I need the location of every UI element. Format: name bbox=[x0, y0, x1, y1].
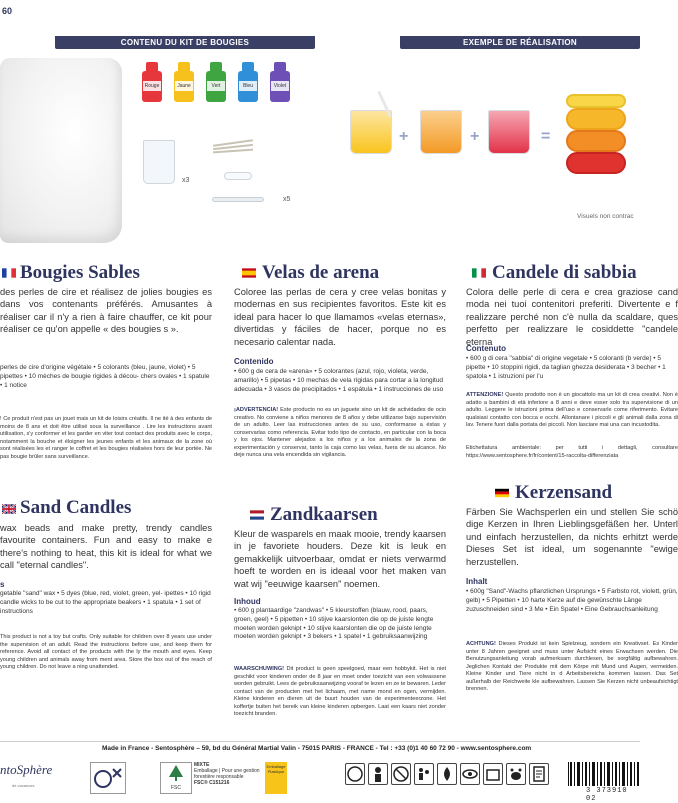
en-title: Sand Candles bbox=[20, 497, 132, 518]
yellow-sand-glass bbox=[350, 110, 392, 154]
it-recycling: Etichettatura ambientale: per tutti i dettagli, consultare https://www.sentosphere.fr/fr/content/15-raccolta-differenziata bbox=[466, 445, 678, 459]
header-strip bbox=[0, 0, 640, 32]
fsc-code: FSC® C151216 bbox=[194, 780, 230, 786]
bottle-label: Rouge bbox=[144, 83, 160, 89]
fr-warning: ! Ce produit n'est pas un jouet mais un kit de loisirs créatifs. Il ne ité à des enfants de moins de 8 ans et doit être utilisé sous la surveillance . Lire les instructions avant utilisation, s'y conformer et les garder en viter tout contact des produits avec le corps, notamment la bouche et éloigner les jeunes enfants et les animaux de la zone où sont réalisées les et ranger le coffret et les bougies réalisées hors de leur portée. Ne pas bougie brûler sans surveillance. bbox=[0, 416, 212, 460]
uk-flag-icon bbox=[2, 504, 16, 514]
beaker-count: x3 bbox=[182, 177, 190, 184]
es-title: Velas de arena bbox=[262, 262, 380, 283]
dye-bottle-red bbox=[142, 62, 162, 102]
es-warning-text: Este producto no es un juguete sino un kit de actividades de ocio creativo. No conviene a niños menores de 8 años y debe utilizarse bajo supervisión de un adulto. Leer las instrucciones antes de su uso, conformarse a éstas y conservarlas como referencia. Evitar todo tipo de contacto, en particular con la boca y los ojos. Mantener alejados a los niños y a los animales de la zona de experimentación y conservar, tanto la caja como las velas, fuera de su alcance. No deje nunca una vela encendida sin vigilancia. bbox=[234, 407, 446, 458]
barcode-number: 3 373910 02 bbox=[586, 787, 628, 803]
it-warning-label: ATTENZIONE! bbox=[466, 392, 504, 398]
de-contents: • 600g "Sand"-Wachs pflanzlichen Ursprungs • 5 Farbsto rot, violett, grün, gelb) • 5 Pipetten • 10 harte Kerze auf die gewünschte Länge zuzuschneiden sind • 3 Me • Ein Spatel • Eine Gebrauchsanleitung bbox=[466, 588, 678, 613]
keep-away-children-icon bbox=[414, 763, 434, 785]
es-warning bbox=[234, 407, 446, 460]
finished-candle bbox=[566, 94, 626, 174]
pipette bbox=[212, 197, 264, 202]
fr-contents: perles de cire d'origine végétale • 5 colorants (bleu, jaune, violet) • 5 pipettes • 10 mèches de bougie rigides à décou- chers ovales • 1 spatule • 1 notice bbox=[0, 364, 210, 389]
candle-wicks bbox=[213, 140, 253, 156]
en-contents-label: s bbox=[0, 580, 5, 589]
es-intro: Coloree las perlas de cera y cree velas bonitas y modernas en sus recipientes favoritos. Este kit es ideal para hacer lo que llamamos «velas eternas», divertidas y fáciles de hacer, porque no es necesario calentar nada. bbox=[234, 287, 446, 347]
pipette-count: x5 bbox=[283, 196, 291, 203]
nl-title: Zandkaarsen bbox=[270, 504, 378, 525]
fsc-logo-icon bbox=[160, 762, 192, 794]
dye-bottle-yellow bbox=[174, 62, 194, 102]
made-in-france-line: Made in France - Sentosphère – 59, bd du Général Martial Valin - 75015 PARIS - FRANCE - Tel : +33 (0)1 40 60 72 90 - www.sentosphere.com bbox=[102, 745, 532, 752]
logo-tagline: de vacances bbox=[12, 783, 35, 788]
recycle-label-icon bbox=[265, 762, 287, 794]
es-contents-label: Contenido bbox=[234, 357, 274, 366]
de-warning-text: Dieses Produkt ist kein Spielzeug, sondern ein Kreativset. Es Kinder unter 8 Jahren geeignet und muss unter Aufsicht eines Erwachsen werden. Die Benutzungsanleitung vorab aufmerksam durchlesen, be sorgfältig aufbewahren. Jeglichen Kontakt der Produkte mit dem Körpe mit Mund und Augen, vermeiden. Kleine Kinder und Tiere nicht in d Arbeitsbereichs kommen lassen. Das Set außerhalb der Reichweite kle aufbewahren. Lassen Sie Kerzen nicht unbeaufsichtigt brennen. bbox=[466, 641, 678, 692]
equals-icon: = bbox=[541, 128, 551, 145]
measuring-beaker bbox=[143, 140, 175, 184]
en-intro: wax beads and make pretty, trendy candles favourite containers. Fun and easy to make e there's nothing to heat, this kit is ideal for what we call "eternal candles". bbox=[0, 523, 212, 571]
plus-icon: + bbox=[470, 128, 480, 145]
en-contents: getable "sand" wax • 5 dyes (blue, red, violet, green, yel- ipettes • 10 rigid candle wicks to be cut to the appropriate beakers • 1 spatula • 1 set of instructions bbox=[0, 590, 211, 615]
es-warning-label: ¡ADVERTENCIA! bbox=[234, 407, 279, 413]
bottle-label: Violet bbox=[271, 81, 289, 91]
fsc-label: MIXTE bbox=[194, 762, 210, 768]
plus-icon: + bbox=[399, 128, 409, 145]
it-title: Candele di sabbia bbox=[492, 262, 637, 283]
nl-contents: • 600 g plantaardige "zandwas" • 5 kleurstoffen (blauw, rood, paars, groen, geel) • 5 pipetten • 10 stijve kaarslonten die op de juiste lengte moeten worden geknipt • 10 stijve kaarslonten die op de juiste lengte moeten worden geknipt • 3 bekers • 1 spatel • 1 gebruiksaanwijzing bbox=[234, 607, 434, 641]
fsc-text-block bbox=[194, 762, 264, 794]
es-contents: • 600 g de cera de «arena» • 5 colorantes (azul, rojo, violeta, verde, amarillo) • 5 pipetas • 10 mechas de vela rígidas para cortar a la longitud adecuada • 3 vasos de precipitados • 1 espátula • 1 instrucciones de uso bbox=[234, 368, 444, 393]
pets-away-icon bbox=[506, 763, 526, 785]
kit-contents-title: CONTENU DU KIT DE BOUGIES bbox=[55, 36, 315, 49]
dye-bottle-green bbox=[206, 62, 226, 102]
nl-warning-label: WAARSCHUWING! bbox=[234, 666, 285, 672]
dye-bottle-blue bbox=[238, 62, 258, 102]
store-safely-icon bbox=[483, 763, 503, 785]
de-warning bbox=[466, 641, 678, 694]
visuals-note: Visuels non contrac bbox=[577, 213, 634, 220]
product-illustration bbox=[0, 50, 640, 230]
spain-flag-icon bbox=[242, 268, 256, 278]
orange-sand-glass bbox=[420, 110, 462, 154]
netherlands-flag-icon bbox=[250, 510, 264, 520]
read-instructions-icon bbox=[529, 763, 549, 785]
nl-contents-label: Inhoud bbox=[234, 597, 261, 606]
it-intro: Colora delle perle di cera e crea graziose cand moda nei tuoi contenitori preferiti. Divertente e f realizzare perché non c'è nulla da scaldare, ques perfetto per realizzare le cosiddette "candele eterna bbox=[466, 287, 678, 347]
triman-recycling-icon bbox=[90, 762, 126, 794]
france-flag-icon bbox=[2, 268, 16, 278]
spatula bbox=[224, 172, 252, 180]
no-eating-icon bbox=[391, 763, 411, 785]
de-intro: Färben Sie Wachsperlen ein und stellen Sie schö dige Kerzen in Ihren Lieblingsgefäßen her. Unterl und einfach herzustellen, da nichts erhitzt werde Dieses Set ist ideal, um sogenannte "ewige herzustellen. bbox=[466, 507, 678, 567]
de-contents-label: Inhalt bbox=[466, 577, 488, 586]
product-code: 60 bbox=[2, 6, 13, 16]
sand-wax-bag bbox=[0, 58, 122, 243]
bottle-label: Bleu bbox=[239, 81, 257, 91]
nl-intro: Kleur de wasparels en maak mooie, trendy kaarsen in je favoriete houders. Deze kit is leuk en gemakkelijk uitvoerbaar, omdat er niets verwarmd hoeft te worden en is ideaal voor het maken van wat wij "eeuwige kaarsen" noemen. bbox=[234, 529, 446, 589]
age-warning-icon bbox=[345, 763, 365, 785]
fsc-description: Emballage | Pour une gestion forestière responsable bbox=[194, 768, 260, 780]
de-title: Kerzensand bbox=[515, 482, 613, 503]
fsc-mark: FSC bbox=[171, 785, 181, 791]
adult-supervision-icon bbox=[368, 763, 388, 785]
red-sand-glass bbox=[488, 110, 530, 154]
no-fire-icon bbox=[437, 763, 457, 785]
it-contents-label: Contenuto bbox=[466, 344, 506, 353]
fr-title: Bougies Sables bbox=[20, 262, 140, 283]
de-warning-label: ACHTUNG! bbox=[466, 641, 496, 647]
nl-warning-text: Dit product is geen speelgoed, maar een hobbykit. Het is niet geschikt voor kinderen onder de 8 jaar en moet onder toezicht van een volwassene worden gebruikt. Lees de gebruiksaanwijzing vooraf te lezen en ze te bewaren. Leder contact van de producten met het lichaam, met name mond en ogen, vermijden. Kleine kinderen en dieren uit de buurt houden van de experimenteerzone. Het koffertje buiten het bereik van kleine kinderen opbergen. Laat een kaars niet zonder toezicht branden. bbox=[234, 666, 446, 717]
it-contents: • 600 g di cera "sabbia" di origine vegetale • 5 coloranti (b verde) • 5 pipette • 10 stoppini rigidi, da taglian ghezza desiderata • 3 becher • 1 spatola • 1 istruzioni per l'u bbox=[466, 355, 666, 380]
italy-flag-icon bbox=[472, 268, 486, 278]
it-warning-text: Questo prodotto non è un giocattolo ma un kit di crea creativi. Non è adatto a bambini di età inferiore a 8 anni e deve esser solo tra supervisione di un adulto. Leggere le istruzioni prima dell'uso e conservarle come riferimento. Evitare qualsiasi contatto con bocca e occhi. Allontanare i piccoli e gli animali dalla zona di lav. Tenere fuori dalla portata dei piccoli. Non lasciare mai una can incustodita. bbox=[466, 392, 678, 428]
en-warning: This product is not a toy but crafts. Only suitable for children over 8 years use under the supervision of an adult. Read the instructions before use, and keep them for reference. Avoid all contact of the products with the ly the mouth and eyes. Keep young children and animals away from ment area. Store the box out of the reach of young children. Do not leave a ning unattended. bbox=[0, 634, 212, 670]
it-warning bbox=[466, 392, 678, 430]
example-title: EXEMPLE DE RÉALISATION bbox=[400, 36, 640, 49]
sentosphere-logo: ntoSphère bbox=[0, 762, 53, 777]
nl-warning bbox=[234, 666, 446, 719]
bottle-label: Jaune bbox=[175, 81, 193, 91]
germany-flag-icon bbox=[495, 488, 509, 498]
eye-protection-icon bbox=[460, 763, 480, 785]
dye-bottle-violet bbox=[270, 62, 290, 102]
recycle-label: Emballage Plastique bbox=[266, 764, 286, 774]
bottle-label: Vert bbox=[207, 81, 225, 91]
fr-intro: des perles de cire et réalisez de jolies bougies es dans vos contenants préférés. Amusantes à réaliser car il n'y a rien à faire chauffer, ce kit pour réaliser ce qu'on appelle « des bougies s ». bbox=[0, 287, 212, 335]
footer-divider bbox=[0, 741, 640, 742]
